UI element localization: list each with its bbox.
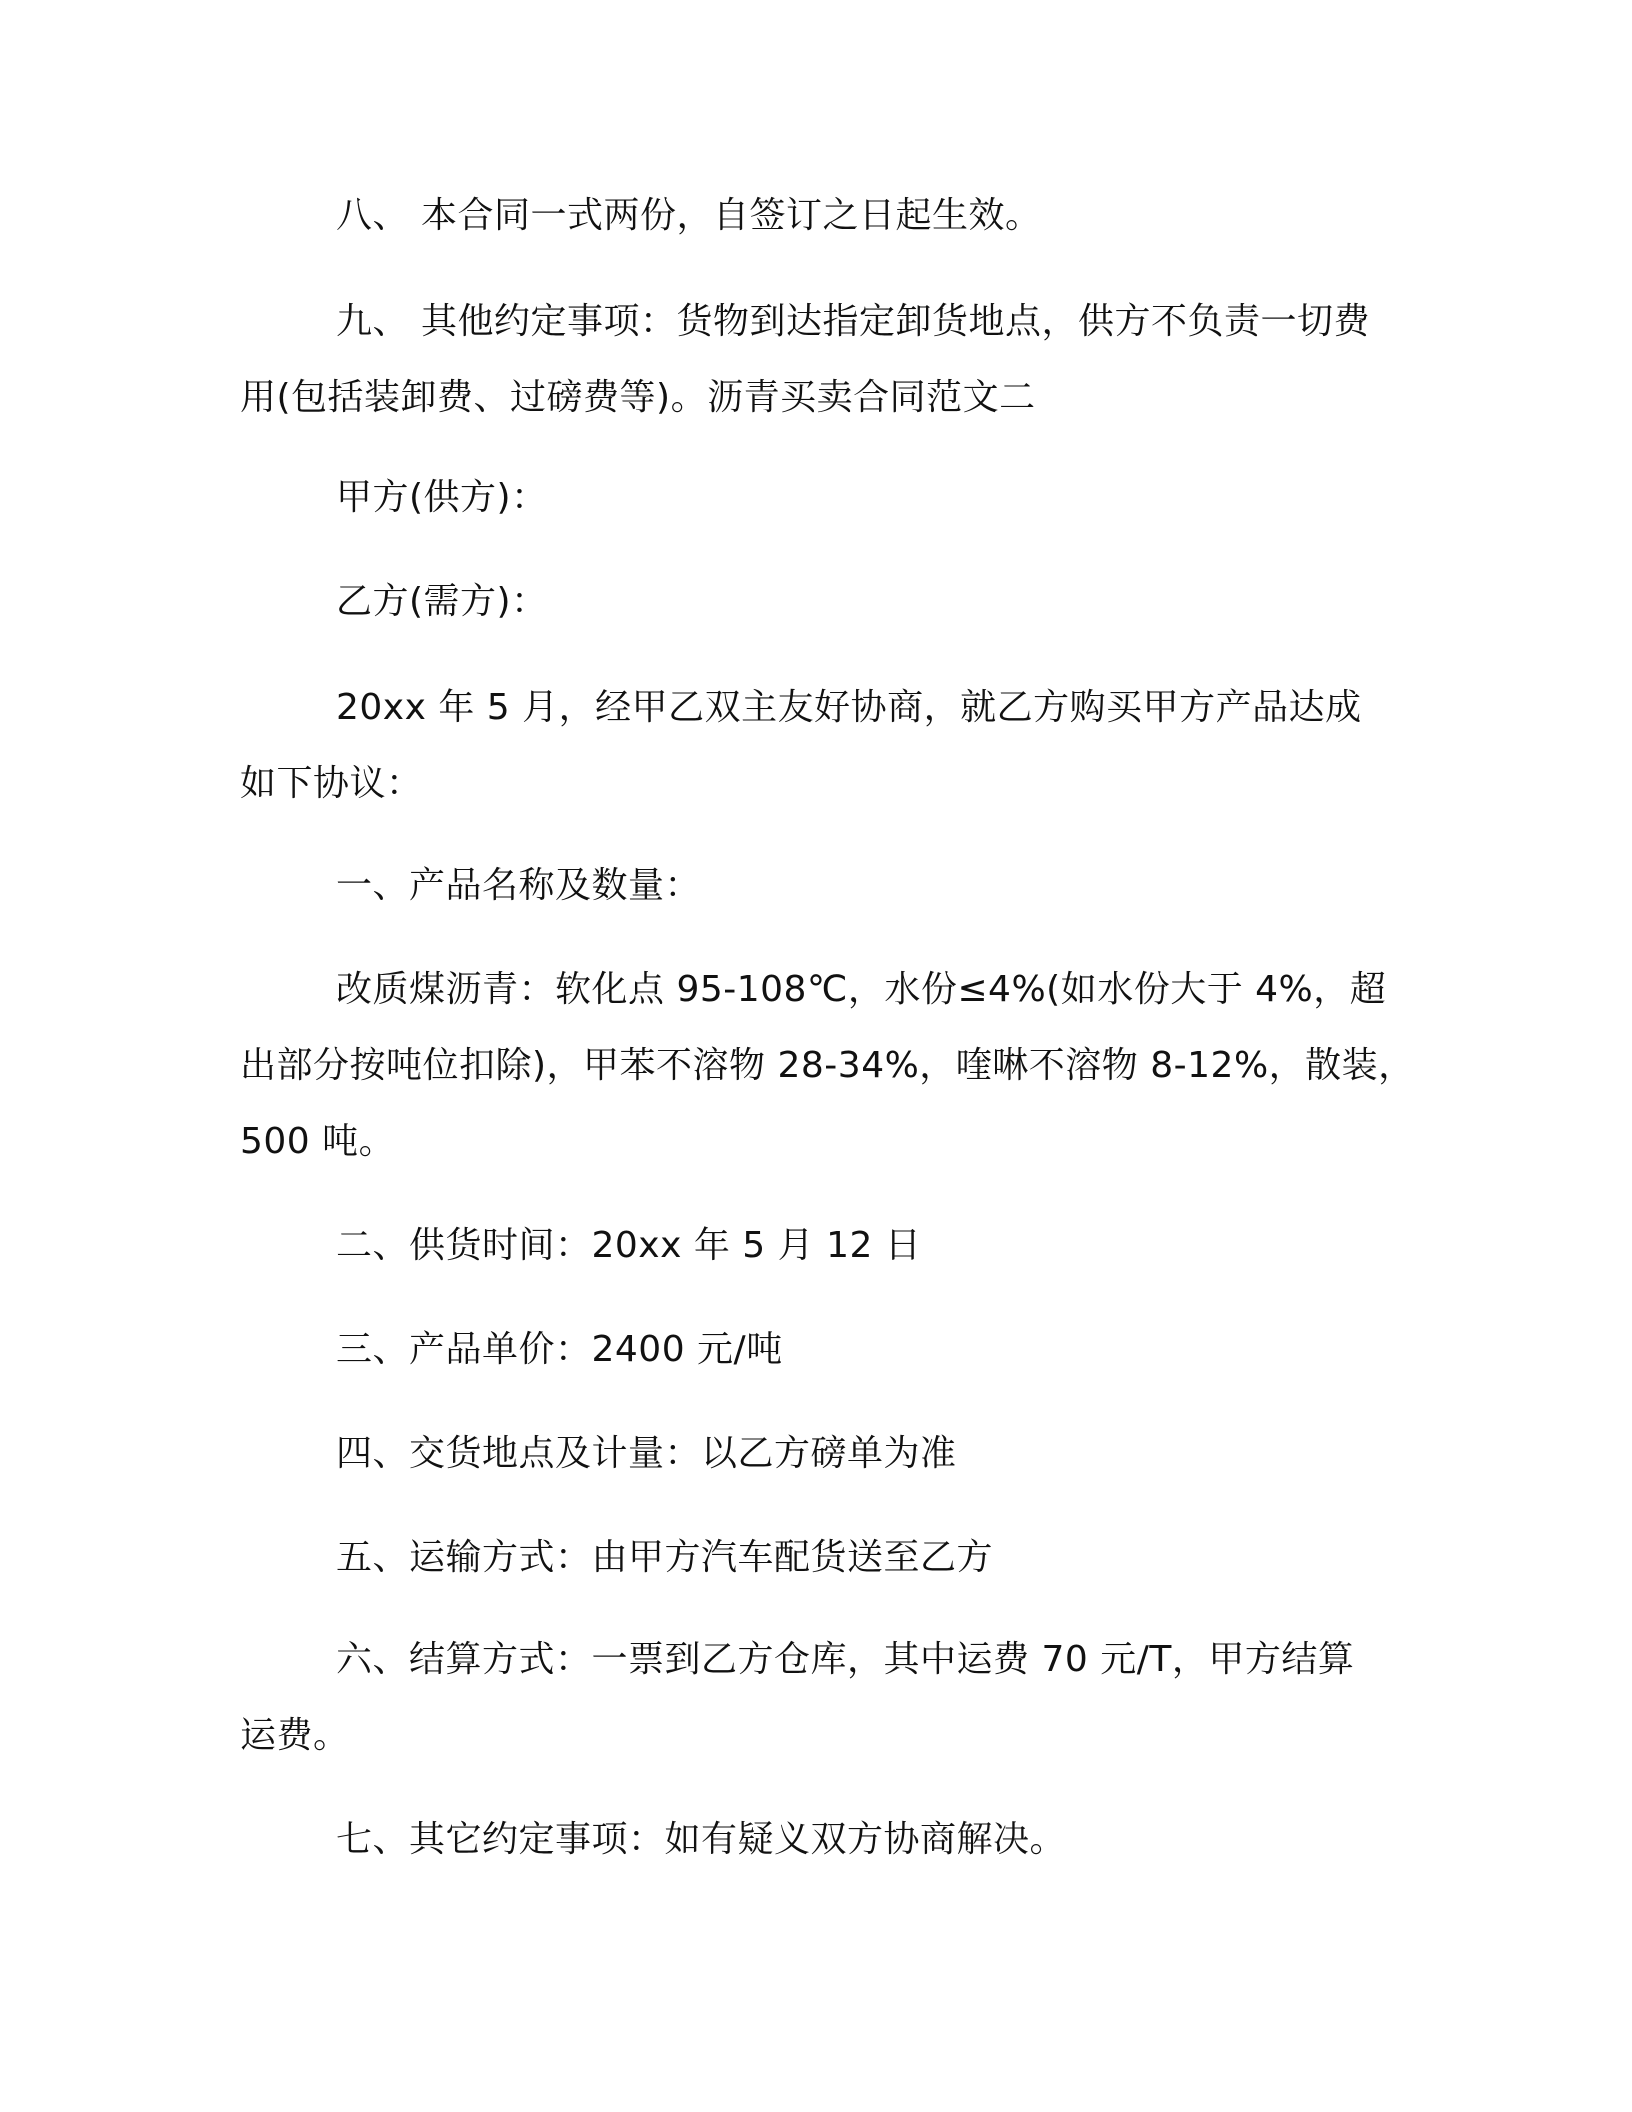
clause-5-paragraph: 五、运输方式：由甲方汽车配货送至乙方 — [336, 1537, 994, 1578]
agreement-intro-paragraph: 20xx 年 5 月，经甲乙双主友好协商，就乙方购买甲方产品达成 如下协议： — [240, 687, 1362, 804]
clause-2-paragraph: 二、供货时间：20xx 年 5 月 12 日 — [336, 1225, 922, 1266]
clause-1-detail-paragraph: 改质煤沥青：软化点 95-108℃，水份≤4%(如水份大于 4%，超 出部分按吨位扣除)，甲苯不溶物 28-34%，喹啉不溶物 8-12%，散装， 500 吨。 — [240, 969, 1415, 1162]
party-a-label: 甲方(供方)： — [336, 477, 548, 518]
clause-8-paragraph: 八、 本合同一式两份，自签订之日起生效。 — [336, 195, 1042, 236]
clause-6-paragraph: 六、结算方式：一票到乙方仓库，其中运费 70 元/T，甲方结算 运费。 — [240, 1639, 1355, 1756]
clause-1-heading: 一、产品名称及数量： — [336, 865, 702, 906]
party-b-label: 乙方(需方)： — [336, 581, 548, 622]
clause-9-paragraph: 九、 其他约定事项：货物到达指定卸货地点，供方不负责一切费 用(包括装卸费、过磅费等)。沥青买卖合同范文二 — [240, 301, 1370, 418]
clause-4-paragraph: 四、交货地点及计量：以乙方磅单为准 — [336, 1433, 957, 1474]
clause-7-paragraph: 七、其它约定事项：如有疑义双方协商解决。 — [336, 1819, 1067, 1860]
clause-3-paragraph: 三、产品单价：2400 元/吨 — [336, 1329, 783, 1370]
